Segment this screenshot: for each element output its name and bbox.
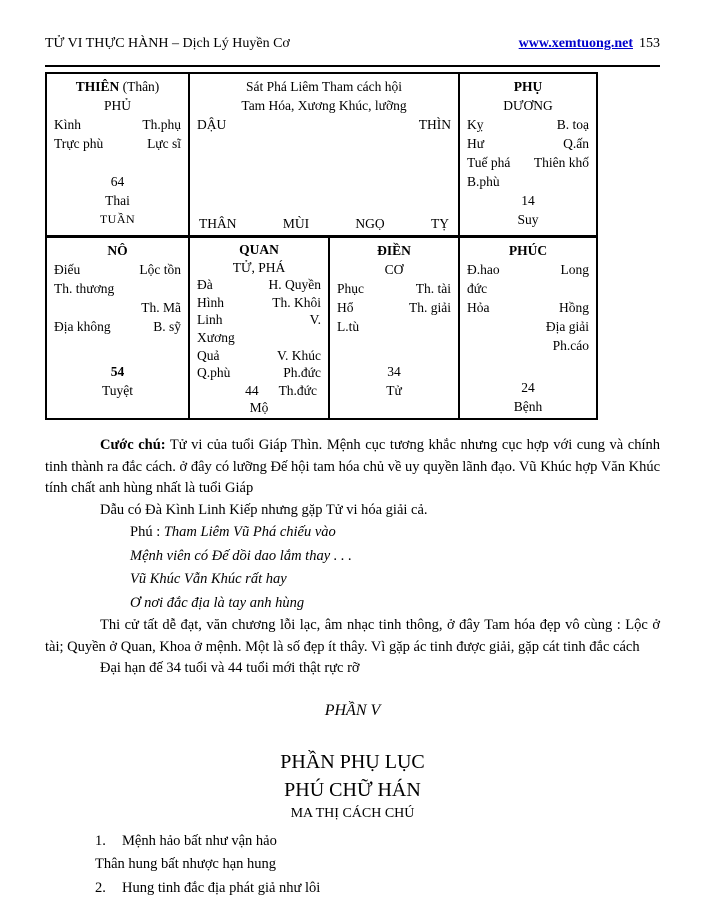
verse-line: Phú : Tham Liêm Vũ Phá chiếu vào xyxy=(130,524,336,540)
star-row: Đà H. Quyền xyxy=(197,277,321,293)
palace-name: PHỤ xyxy=(513,79,543,94)
life-stage: Thai xyxy=(105,193,130,208)
list-item: Thân hung bất nhược hạn hung xyxy=(95,856,277,872)
cell-phu xyxy=(460,74,596,235)
star-row: Xương xyxy=(197,329,235,345)
verse-line: Vũ Khúc Vẫn Khúc rất hay xyxy=(130,571,287,587)
age-number: 44 xyxy=(245,382,259,398)
star-row: Quả V. Khúc xyxy=(197,347,321,363)
branch-ty: TỴ xyxy=(430,216,449,231)
branch-mui: MÙI xyxy=(282,216,310,231)
tuan-label: TUẦN xyxy=(99,212,136,226)
footnote-paragraph: Cước chú: Tử vi của tuổi Giáp Thìn. Mệnh cục tương khắc nhưng cục hợp với cung và chính tinh thành ra đắc cách. ở đây có lưỡng Đế hội tam hóa chủ về uy quyền lãnh đạo. Vũ Khúc hợp Văn Khúc tính chất anh hùng nhất là tuổi Giáp xyxy=(45,437,661,496)
page-number: 153 xyxy=(639,36,660,51)
han-verse-list xyxy=(95,830,660,901)
paragraph: Dẫu có Đà Kình Linh Kiếp nhưng gặp Tử vi hóa giải cả. xyxy=(100,501,428,518)
star-row: Hư Q.ấn xyxy=(467,136,589,151)
life-stage: Tử xyxy=(386,383,402,398)
main-star: DƯƠNG xyxy=(503,98,553,113)
star-row: Hình Th. Khôi xyxy=(197,294,321,310)
age-number: 54 xyxy=(110,364,125,379)
verse-line: Mệnh viên có Đế dồi dao lắm thay . . . xyxy=(130,547,352,564)
cell-no xyxy=(47,238,190,418)
cell-dien xyxy=(330,238,460,418)
verse-label: Phú : xyxy=(130,524,164,540)
age-number: 34 xyxy=(387,364,401,379)
star-row: L.tù xyxy=(337,319,360,334)
verse-block xyxy=(130,521,660,615)
cell-quan xyxy=(190,238,330,418)
star-row: Hỏa Hồng xyxy=(467,300,589,315)
age-number: 14 xyxy=(521,193,535,208)
cell-thien-title xyxy=(54,77,181,96)
appendix-title: PHẦN PHỤ LỤC xyxy=(280,750,425,773)
star-row: Điếu Lộc tồn xyxy=(54,262,181,277)
item-number: 2. xyxy=(95,879,106,896)
life-stage: Bệnh xyxy=(513,399,543,414)
appendix-subtitle: PHÚ CHỮ HÁN xyxy=(284,778,421,801)
palace-name: QUAN xyxy=(239,242,279,257)
center-line2: Tam Hóa, Xương Khúc, lưỡng xyxy=(241,98,407,113)
age-number: 24 xyxy=(521,380,535,395)
palace-name: PHÚC xyxy=(508,243,548,258)
palace-name: NÔ xyxy=(107,243,128,258)
branch-ngo: NGỌ xyxy=(355,216,385,231)
list-item: 1. Mệnh hảo bất như vận hảo xyxy=(95,830,660,854)
star-row: Kình Th.phụ xyxy=(54,117,181,132)
star-row: Kỵ B. toạ xyxy=(467,117,589,132)
bottom-branches xyxy=(197,214,451,233)
page-header xyxy=(45,36,660,67)
star-row: Ph.cáo xyxy=(552,338,589,353)
part-heading: PHẦN V xyxy=(324,701,381,719)
section-subheading: MA THỊ CÁCH CHÚ xyxy=(290,805,415,821)
star-row: Trực phù Lực sĩ xyxy=(54,136,181,151)
cell-center xyxy=(190,74,460,235)
branch-row xyxy=(197,115,451,134)
star-row: Th. Mã xyxy=(141,300,181,315)
paragraph: Thi cử tất dễ đạt, văn chương lỗi lạc, âm nhạc tinh thông, ở đây Tam hóa đẹp vô cùng : Lộc ở tài; Quyền ở Quan, Khoa ở mệnh. Một là số đẹp ít thây. Vì gặp ác tinh được giải, gặp cát tinh đắc cách xyxy=(45,617,660,655)
main-star: PHỦ xyxy=(103,98,131,113)
palace-name: THIÊN xyxy=(75,79,120,94)
star-row: Th. thương xyxy=(54,281,115,296)
verse-line: Ơ nơi đắc địa là tay anh hùng xyxy=(130,594,305,611)
star-row: Hổ Th. giải xyxy=(337,300,451,315)
star-row: Linh V. xyxy=(197,312,321,328)
age-number: 64 xyxy=(110,174,125,189)
star-row: Đ.hao Long xyxy=(467,262,589,277)
star-row: Địa không B. sỹ xyxy=(54,319,181,334)
extra-star: Th.đức xyxy=(278,382,317,398)
star-row: đức xyxy=(467,281,488,296)
header-right xyxy=(519,36,660,52)
star-row: Q.phù Ph.đức xyxy=(197,365,321,381)
website-link[interactable]: www.xemtuong.net xyxy=(518,36,633,51)
header-title: TỬ VI THỰC HÀNH – Dịch Lý Huyền Cơ xyxy=(45,36,290,51)
life-stage: Suy xyxy=(517,212,539,227)
footnote-label: Cước chú: xyxy=(100,437,166,453)
branch-than: THÂN xyxy=(199,216,237,231)
item-number: 1. xyxy=(95,832,106,849)
star-row: Phục Th. tài xyxy=(337,281,451,296)
star-row: Tuế phá Thiên khố xyxy=(467,155,589,170)
main-star: CƠ xyxy=(384,262,404,277)
palace-name: ĐIỀN xyxy=(377,243,411,258)
paragraph: Đại hạn đế 34 tuổi và 44 tuổi mới thật rực rỡ xyxy=(100,660,360,676)
age-row xyxy=(197,382,321,400)
star-row: B.phù xyxy=(467,174,500,189)
list-item: 2. Hung tinh đắc địa phát giả như lôi xyxy=(95,877,660,901)
life-stage: Mộ xyxy=(249,400,269,416)
cell-thien xyxy=(47,74,190,235)
branch-thin: THÌN xyxy=(418,117,451,132)
main-star: TỬ, PHÁ xyxy=(232,259,286,275)
chart-bottom-row xyxy=(47,238,596,418)
chart-top-row xyxy=(47,74,596,238)
life-stage: Tuyệt xyxy=(101,383,133,398)
tuvi-chart-table xyxy=(45,72,598,420)
cell-phuc xyxy=(460,238,596,418)
branch-dau: DẬU xyxy=(197,117,227,132)
center-line1: Sát Phá Liêm Tham cách hội xyxy=(245,79,403,94)
star-row: Địa giải xyxy=(545,319,589,334)
palace-note: (Thân) xyxy=(119,79,160,94)
